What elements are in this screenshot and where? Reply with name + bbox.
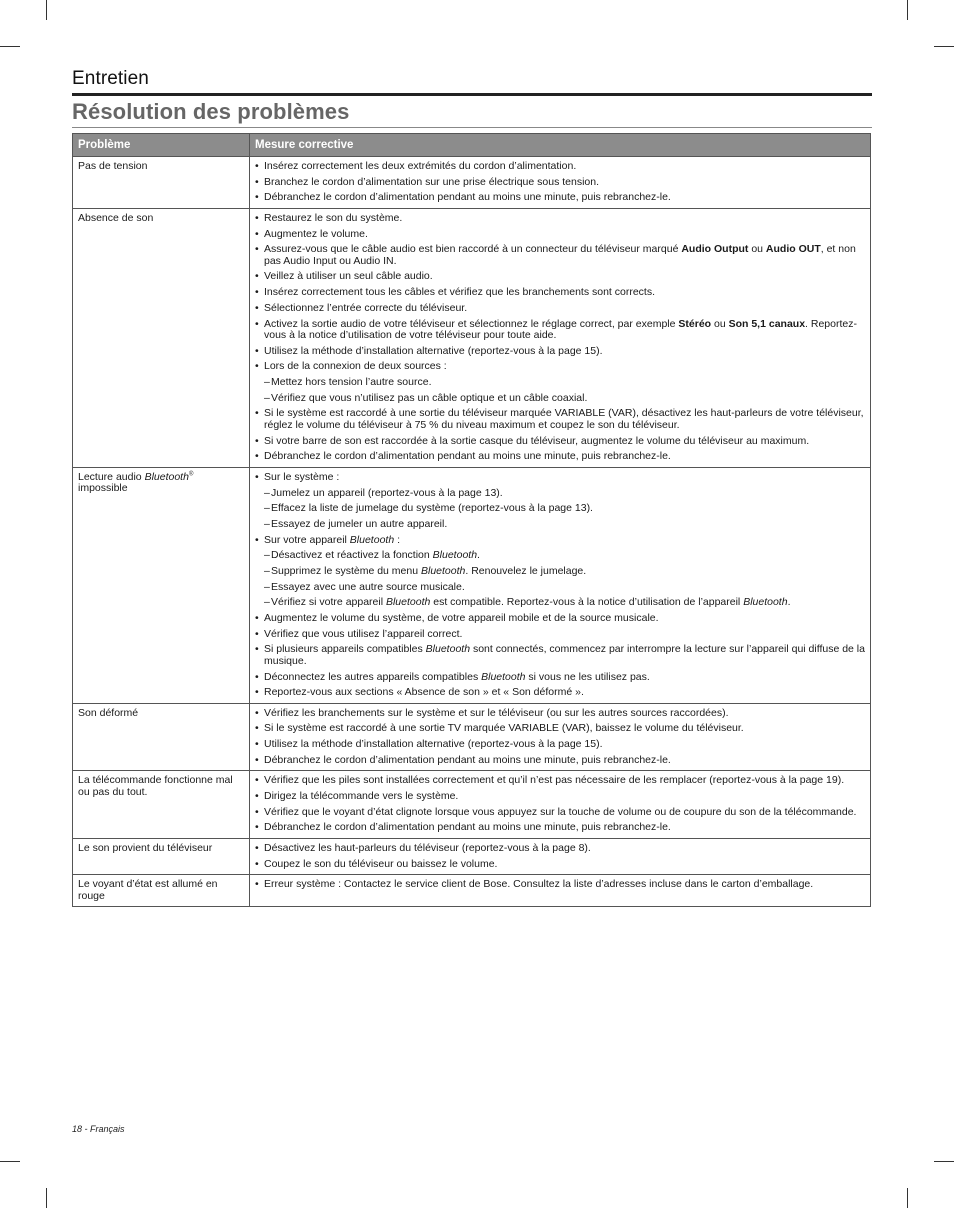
troubleshooting-table xyxy=(72,133,871,907)
list-item: • Débranchez le cordon d’alimentation pendant au moins une minute, puis rebranchez-le. xyxy=(255,451,865,463)
sub-list-item: – Vérifiez que vous n’utilisez pas un câble optique et un câble coaxial. xyxy=(255,393,865,405)
list-item: • Dirigez la télécommande vers le système. xyxy=(255,791,865,803)
problem-cell: La télécommande fonctionne mal ou pas du tout. xyxy=(73,771,250,839)
list-item: • Débranchez le cordon d’alimentation pendant au moins une minute, puis rebranchez-le. xyxy=(255,822,865,834)
problem-cell: Le son provient du téléviseur xyxy=(73,838,250,874)
list-item: • Sur votre appareil Bluetooth : xyxy=(255,535,865,547)
solution-list xyxy=(255,472,865,699)
list-item: • Augmentez le volume. xyxy=(255,229,865,241)
problem-cell: Le voyant d’état est allumé en rouge xyxy=(73,875,250,907)
list-item: • Vérifiez les branchements sur le système et sur le téléviseur (ou sur les autres sources raccordées). xyxy=(255,708,865,720)
solution-cell xyxy=(250,157,871,209)
table-header-row xyxy=(73,134,871,157)
solution-cell xyxy=(250,208,871,467)
table-row xyxy=(73,875,871,907)
list-item: • Insérez correctement les deux extrémités du cordon d’alimentation. xyxy=(255,161,865,173)
list-item: • Désactivez les haut-parleurs du téléviseur (reportez-vous à la page 8). xyxy=(255,843,865,855)
column-header-solution: Mesure corrective xyxy=(250,134,871,157)
sub-list-item: – Essayez de jumeler un autre appareil. xyxy=(255,519,865,531)
list-item: • Insérez correctement tous les câbles et vérifiez que les branchements sont corrects. xyxy=(255,287,865,299)
list-item: • Si le système est raccordé à une sortie TV marquée VARIABLE (VAR), baissez le volume du téléviseur. xyxy=(255,723,865,735)
crop-mark xyxy=(907,1188,908,1208)
table-body xyxy=(73,157,871,907)
table-row xyxy=(73,467,871,703)
solution-list xyxy=(255,213,865,463)
list-item: • Sélectionnez l’entrée correcte du téléviseur. xyxy=(255,303,865,315)
solution-list xyxy=(255,775,865,834)
list-item: • Augmentez le volume du système, de votre appareil mobile et de la source musicale. xyxy=(255,613,865,625)
crop-mark xyxy=(0,46,20,47)
list-item: • Débranchez le cordon d’alimentation pendant au moins une minute, puis rebranchez-le. xyxy=(255,192,865,204)
problem-cell: Son déformé xyxy=(73,703,250,771)
solution-list xyxy=(255,879,865,891)
crop-mark xyxy=(934,46,954,47)
section-rule xyxy=(72,93,872,96)
solution-list xyxy=(255,161,865,204)
table-row xyxy=(73,157,871,209)
table-row xyxy=(73,703,871,771)
list-item: • Reportez-vous aux sections « Absence de son » et « Son déformé ». xyxy=(255,687,865,699)
sub-list-item: – Essayez avec une autre source musicale. xyxy=(255,582,865,594)
problem-cell: Lecture audio Bluetooth® impossible xyxy=(73,467,250,703)
solution-list xyxy=(255,843,865,870)
list-item: • Assurez-vous que le câble audio est bien raccordé à un connecteur du téléviseur marqué Audio Output ou Audio OUT, et non pas Audio Input ou Audio IN. xyxy=(255,244,865,267)
crop-mark xyxy=(46,0,47,20)
list-item: • Déconnectez les autres appareils compatibles Bluetooth si vous ne les utilisez pas. xyxy=(255,672,865,684)
solution-cell xyxy=(250,467,871,703)
list-item: • Restaurez le son du système. xyxy=(255,213,865,225)
list-item: • Sur le système : xyxy=(255,472,865,484)
page-footer: 18 - Français xyxy=(72,1124,125,1134)
table-row xyxy=(73,771,871,839)
section-title: Entretien xyxy=(72,68,149,89)
list-item: • Vérifiez que le voyant d’état clignote lorsque vous appuyez sur la touche de volume ou de coupure du son de la télécommande. xyxy=(255,807,865,819)
list-item: • Coupez le son du téléviseur ou baissez le volume. xyxy=(255,859,865,871)
problem-cell: Absence de son xyxy=(73,208,250,467)
page-title: Résolution des problèmes xyxy=(72,99,350,124)
problem-cell: Pas de tension xyxy=(73,157,250,209)
solution-cell xyxy=(250,875,871,907)
list-item: • Lors de la connexion de deux sources : xyxy=(255,361,865,373)
list-item: • Activez la sortie audio de votre téléviseur et sélectionnez le réglage correct, par exemple Stéréo ou Son 5,1 canaux. Reportez-vous à la notice d’utilisation de votre téléviseur pour toute aide. xyxy=(255,319,865,342)
list-item: • Vérifiez que les piles sont installées correctement et qu’il n’est pas nécessaire de les remplacer (reportez-vous à la page 19). xyxy=(255,775,865,787)
solution-cell xyxy=(250,703,871,771)
list-item: • Si le système est raccordé à une sortie du téléviseur marquée VARIABLE (VAR), désactivez les haut-parleurs de votre téléviseur, réglez le volume du téléviseur à 75 % du niveau maximum et coupez le son du téléviseur. xyxy=(255,408,865,431)
table-row xyxy=(73,208,871,467)
list-item: • Utilisez la méthode d’installation alternative (reportez-vous à la page 15). xyxy=(255,346,865,358)
sub-list-item: – Désactivez et réactivez la fonction Bluetooth. xyxy=(255,550,865,562)
list-item: • Veillez à utiliser un seul câble audio. xyxy=(255,271,865,283)
sub-list-item: – Vérifiez si votre appareil Bluetooth est compatible. Reportez-vous à la notice d’utilisation de l’appareil Bluetooth. xyxy=(255,597,865,609)
list-item: • Si votre barre de son est raccordée à la sortie casque du téléviseur, augmentez le volume du téléviseur au maximum. xyxy=(255,436,865,448)
solution-cell xyxy=(250,838,871,874)
solution-cell xyxy=(250,771,871,839)
list-item: • Vérifiez que vous utilisez l’appareil correct. xyxy=(255,629,865,641)
sub-list-item: – Mettez hors tension l’autre source. xyxy=(255,377,865,389)
list-item: • Si plusieurs appareils compatibles Bluetooth sont connectés, commencez par interrompre la lecture sur l’appareil qui diffuse de la musique. xyxy=(255,644,865,667)
crop-mark xyxy=(907,0,908,20)
list-item: • Erreur système : Contactez le service client de Bose. Consultez la liste d’adresses incluse dans le carton d’emballage. xyxy=(255,879,865,891)
title-rule xyxy=(72,127,872,128)
column-header-problem: Problème xyxy=(73,134,250,157)
sub-list-item: – Supprimez le système du menu Bluetooth. Renouvelez le jumelage. xyxy=(255,566,865,578)
sub-list-item: – Jumelez un appareil (reportez-vous à la page 13). xyxy=(255,488,865,500)
list-item: • Utilisez la méthode d’installation alternative (reportez-vous à la page 15). xyxy=(255,739,865,751)
solution-list xyxy=(255,708,865,767)
crop-mark xyxy=(46,1188,47,1208)
sub-list-item: – Effacez la liste de jumelage du système (reportez-vous à la page 13). xyxy=(255,503,865,515)
table-row xyxy=(73,838,871,874)
crop-mark xyxy=(934,1161,954,1162)
crop-mark xyxy=(0,1161,20,1162)
list-item: • Débranchez le cordon d’alimentation pendant au moins une minute, puis rebranchez-le. xyxy=(255,755,865,767)
list-item: • Branchez le cordon d’alimentation sur une prise électrique sous tension. xyxy=(255,177,865,189)
